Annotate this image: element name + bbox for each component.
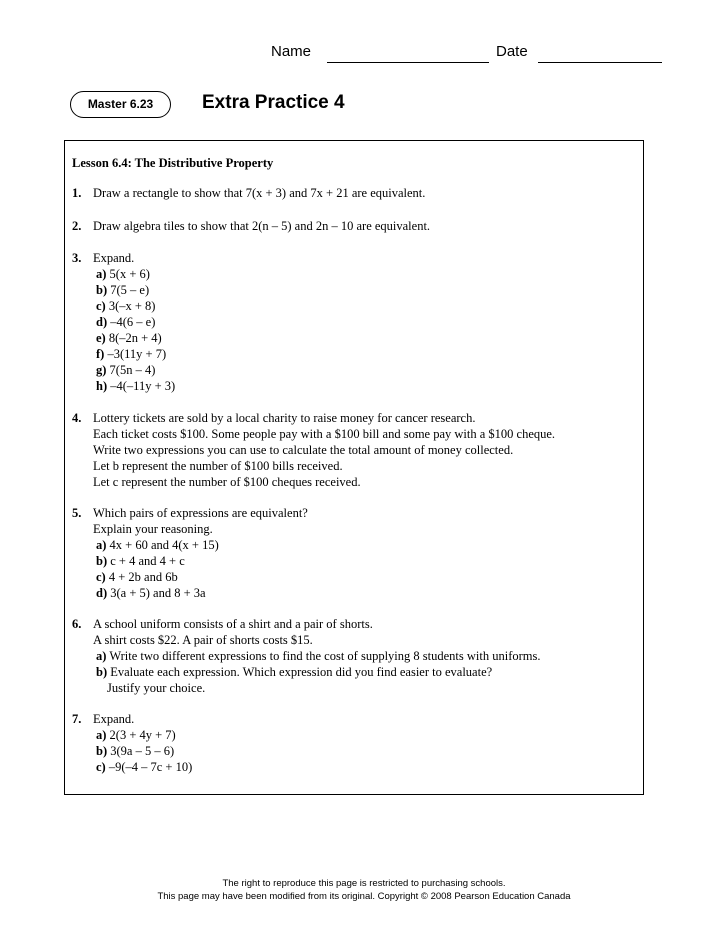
- question-text: A shirt costs $22. A pair of shorts costs $15.: [93, 633, 313, 647]
- question-text: Which pairs of expressions are equivalent?: [93, 506, 308, 520]
- part-continuation: Justify your choice.: [107, 681, 206, 695]
- name-label: Name: [271, 43, 312, 60]
- question-number: 4.: [72, 411, 82, 425]
- question-text: Expand.: [93, 712, 135, 726]
- footer-rights: The right to reproduce this page is restricted to purchasing schools.: [222, 878, 506, 889]
- question-number: 2.: [72, 219, 82, 233]
- question-text: Each ticket costs $100. Some people pay with a $100 bill and some pay with a $100 cheque.: [93, 427, 556, 441]
- question-text: Draw algebra tiles to show that 2(n – 5) and 2n – 10 are equivalent.: [93, 219, 431, 233]
- question-number: 3.: [72, 251, 82, 265]
- question-text: A school uniform consists of a shirt and a pair of shorts.: [93, 617, 373, 631]
- question-number: 5.: [72, 506, 82, 520]
- lesson-title: Lesson 6.4: The Distributive Property: [72, 156, 274, 170]
- question-number: 1.: [72, 186, 82, 200]
- master-badge: Master 6.23: [70, 91, 171, 118]
- question-text: Let b represent the number of $100 bills received.: [93, 459, 343, 473]
- question-text: Expand.: [93, 251, 135, 265]
- question-text: Lottery tickets are sold by a local charity to raise money for cancer research.: [93, 411, 476, 425]
- worksheet-box: Lesson 6.4: The Distributive Property 1. Draw a rectangle to show that 7(x + 3) and 7x + 21 are equivalent. 2. Draw algebra tiles to show that 2(n – 5) and 2n – 10 are equivalent. 3. Expand. a) 5(x + 6) b) 7(5 – e) c) 3(–x + 8) d) –4(6 – e) e) 8(–2n + 4) f) –3(11y + 7) g) 7(5n – 4) h) –4(–11y + 3) 4. Lottery tickets are sold by a local charity to raise money for cancer research. Each ticket costs $100. Some people pay with a $100 bill and some pay with a $100 cheque. Write two expressions you can use to calculate the total amount of money collected. Let b represent the number of $100 bills received. Let c represent the number of $100 cheques received. 5. Which pairs of expressions are equivalent? Explain your reasoning. a) 4x + 60 and 4(x + 15) b) c + 4 and 4 + c c) 4 + 2b and 6b d) 3(a + 5) and 8 + 3a 6. A school uniform consists of a shirt and a pair of shorts. A shirt costs $22. A pair of shorts costs $15. a) Write two different expressions to find the cost of supplying 8 students with uniforms. b) Evaluate each expression. Which expression did you find easier to evaluate? Justify your choice. 7. Expand. a) 2(3 + 4y + 7) b) 3(9a – 5 – 6) c) –9(–4 – 7c + 10): [64, 140, 644, 795]
- question-number: 7.: [72, 712, 82, 726]
- question-text: Let c represent the number of $100 cheques received.: [93, 475, 361, 489]
- question-text: Draw a rectangle to show that 7(x + 3) and 7x + 21 are equivalent.: [93, 186, 426, 200]
- date-blank-line: [538, 62, 662, 63]
- date-label: Date: [496, 43, 528, 60]
- page-title: Extra Practice 4: [202, 92, 345, 113]
- question-number: 6.: [72, 617, 82, 631]
- question-text: Write two expressions you can use to calculate the total amount of money collected.: [93, 443, 514, 457]
- question-text: Explain your reasoning.: [93, 522, 213, 536]
- footer-copyright: This page may have been modified from its original. Copyright © 2008 Pearson Education Canada: [157, 891, 571, 902]
- name-blank-line: [327, 62, 489, 63]
